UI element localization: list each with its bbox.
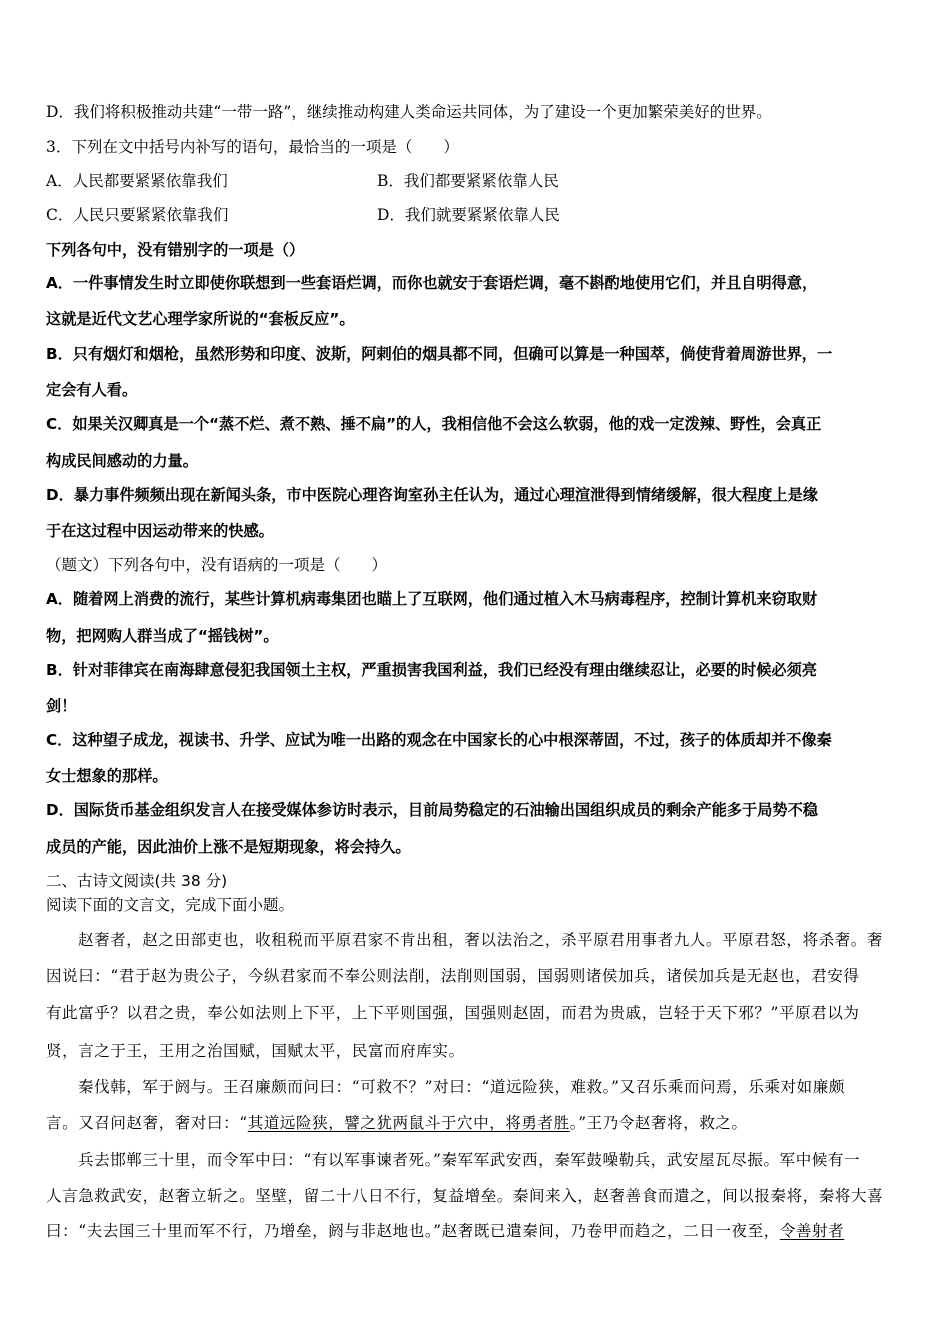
underlined-sentence-2: 令善射者 [779,1222,845,1240]
passage-p3-line2: 人言急救武安，赵奢立斩之。坚壁，留二十八日不行，复益增垒。秦间来入，赵奢善食而遣之，间以报秦将，秦将大喜 [46,1187,884,1205]
q3-option-b: B．我们都要紧紧依靠人民 [377,172,559,190]
q4-option-b-line2: 定会有人看。 [46,381,138,399]
passage-p2-line2-post: 。”王乃令赵奢将，救之。 [569,1114,748,1132]
q5-option-c-line1: C．这种望子成龙，视读书、升学、应试为唯一出路的观念在中国家长的心中根深蒂固，不过，孩子的体质却并不像秦 [46,731,832,749]
passage-p1-line1: 赵奢者，赵之田部吏也，收租税而平原君家不肯出租，奢以法治之，杀平原君用事者九人。平原君怒，将杀奢。奢 [78,931,884,949]
underlined-sentence-1: 其道远险狭，譬之犹两鼠斗于穴中，将勇者胜 [247,1114,570,1132]
q5-option-a-line1: A．随着网上消费的流行，某些计算机病毒集团也瞄上了互联网，他们通过植入木马病毒程序，控制计算机来窃取财 [46,590,818,608]
passage-p2-line2-pre: 言。又召问赵奢，奢对曰：“ [46,1114,248,1132]
q4-option-a-line2: 这就是近代文艺心理学家所说的“套板反应”。 [46,310,355,328]
passage-p3-line1: 兵去邯郸三十里，而令军中曰：“有以军事谏者死。”秦军军武安西，秦军鼓噪勒兵，武安屋瓦尽振。军中候有一 [78,1151,861,1169]
q5-option-a-line2: 物，把网购人群当成了“摇钱树”。 [46,627,279,645]
passage-p2-line2 [46,1113,748,1133]
q5-option-b-line1: B．针对菲律宾在南海肆意侵犯我国领土主权，严重损害我国利益，我们已经没有理由继续忍让，必要的时候必须亮 [46,661,817,679]
section-heading: 二、古诗文阅读(共 38 分) [46,872,228,890]
q4-option-d-line2: 于在这过程中因运动带来的快感。 [46,522,274,540]
q5-option-d-line1: D．国际货币基金组织发言人在接受媒体参访时表示，目前局势稳定的石油输出国组织成员的剩余产能多于局势不稳 [46,801,818,819]
passage-p1-line3: 有此富乎？以君之贵，奉公如法则上下平，上下平则国强，国强则赵固，而君为贵戚，岂轻于天下邪？”平原君以为 [46,1004,860,1022]
q5-option-d-line2: 成员的产能，因此油价上涨不是短期现象，将会持久。 [46,838,411,856]
q5-option-b-line2: 剑！ [46,697,77,715]
passage-p3-line3-pre: 曰：“夫去国三十里而军不行，乃增垒，阏与非赵地也。”赵奢既已遣秦间，乃卷甲而趋之，二日一夜至， [46,1222,780,1240]
section-instruction: 阅读下面的文言文，完成下面小题。 [46,896,295,914]
q3-option-c: C．人民只要紧紧依靠我们 [46,206,229,224]
q4-option-d-line1: D．暴力事件频频出现在新闻头条，市中医院心理咨询室孙主任认为，通过心理渲泄得到情绪缓解，很大程度上是缘 [46,486,818,504]
passage-p1-line4: 贤，言之于王，王用之治国赋，国赋太平，民富而府库实。 [46,1042,465,1060]
q5-stem: （题文）下列各句中，没有语病的一项是（ ） [46,556,388,574]
passage-p1-line2: 因说曰：“君于赵为贵公子，今纵君家而不奉公则法削，法削则国弱，国弱则诸侯加兵，诸侯加兵是无赵也，君安得 [46,967,860,985]
q4-option-a-line1: A．一件事情发生时立即使你联想到一些套语烂调，而你也就安于套语烂调，毫不斟酌地使用它们，并且自明得意， [46,274,818,292]
passage-p2-line1: 秦伐韩，军于阏与。王召廉颇而问曰：“可救不？”对曰：“道远险狭，难救。”又召乐乘而问焉，乐乘对如廉颇 [78,1078,845,1096]
q4-option-c-line1: C．如果关汉卿真是一个“蒸不烂、煮不熟、捶不扁”的人，我相信他不会这么软弱，他的戏一定泼辣、野性，会真正 [46,415,822,433]
q3-prev-option-d: D．我们将积极推动共建“一带一路”，继续推动构建人类命运共同体，为了建设一个更加繁荣美好的世界。 [46,103,772,121]
q3-option-a: A．人民都要紧紧依靠我们 [46,172,228,190]
q3-stem: 3．下列在文中括号内补写的语句，最恰当的一项是（ ） [46,138,459,156]
passage-p3-line3 [46,1221,844,1241]
q3-option-d: D．我们就要紧紧依靠人民 [377,206,560,224]
q4-stem: 下列各句中，没有错别字的一项是（） [46,241,305,259]
q4-option-c-line2: 构成民间感动的力量。 [46,452,198,470]
q4-option-b-line1: B．只有烟灯和烟枪，虽然形势和印度、波斯，阿剌伯的烟具都不同，但确可以算是一种国萃，倘使背着周游世界，一 [46,345,833,363]
q5-option-c-line2: 女士想象的那样。 [46,767,168,785]
